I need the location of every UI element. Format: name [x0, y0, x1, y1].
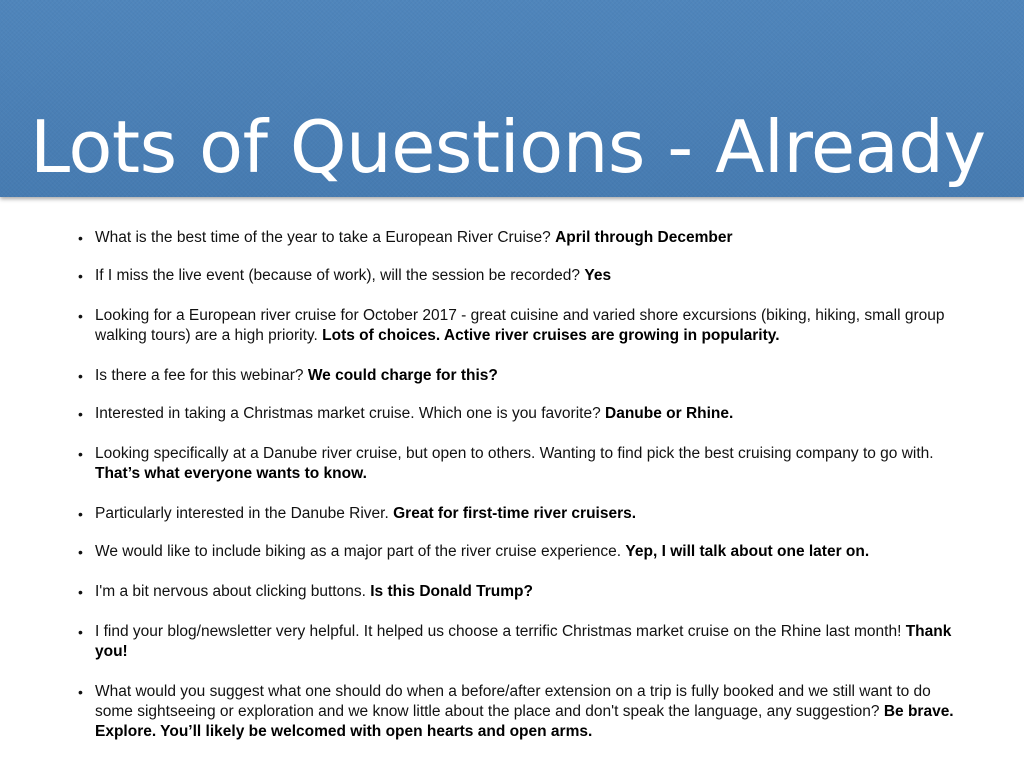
question-text: What would you suggest what one should do when a before/after extension on a trip is fully booked and we still want to do some sightseeing or exploration and we know little about the place and don't speak the language, any suggestion?: [95, 683, 931, 720]
answer-text: April through December: [555, 229, 733, 246]
question-text: What is the best time of the year to take a European River Cruise?: [95, 229, 556, 246]
list-item: [78, 266, 965, 286]
bullet-icon: •: [78, 584, 83, 600]
answer-text: Yep, I will talk about one later on.: [625, 543, 870, 560]
answer-text: Great for first-time river cruisers.: [393, 505, 637, 522]
bullet-icon: •: [78, 230, 83, 246]
answer-text: Danube or Rhine.: [605, 405, 734, 422]
list-item: [78, 682, 965, 742]
list-item: [78, 582, 965, 602]
question-text: I'm a bit nervous about clicking buttons.: [95, 583, 371, 600]
answer-text: Is this Donald Trump?: [370, 583, 533, 600]
question-text: Particularly interested in the Danube River.: [95, 505, 394, 522]
answer-text: Lots of choices. Active river cruises are growing in popularity.: [322, 327, 780, 344]
bullet-icon: •: [78, 544, 83, 560]
question-text: Looking for a European river cruise for October 2017 - great cuisine and varied shore excursions (biking, hiking, small group walking tours) are a high priority.: [95, 307, 945, 344]
list-item: [78, 622, 965, 662]
list-item: [78, 542, 965, 562]
slide-title: Lots of Questions - Already: [30, 105, 986, 189]
question-text: We would like to include biking as a major part of the river cruise experience.: [95, 543, 626, 560]
answer-text: Yes: [584, 267, 612, 284]
list-item: [78, 444, 965, 484]
list-item: [78, 228, 965, 248]
bullet-icon: •: [78, 506, 83, 522]
question-text: If I miss the live event (because of work), will the session be recorded?: [95, 267, 585, 284]
bullet-icon: •: [78, 268, 83, 284]
bullet-icon: •: [78, 684, 83, 700]
bullet-icon: •: [78, 368, 83, 384]
list-item: [78, 504, 965, 524]
answer-text: That’s what everyone wants to know.: [95, 465, 367, 482]
list-item: [78, 404, 965, 424]
bullet-icon: •: [78, 308, 83, 324]
question-text: Is there a fee for this webinar?: [95, 367, 308, 384]
list-item: [78, 366, 965, 386]
bullet-icon: •: [78, 446, 83, 462]
question-text: I find your blog/newsletter very helpful. It helped us choose a terrific Christmas market cruise on the Rhine last month!: [95, 623, 906, 640]
answer-text: We could charge for this?: [307, 367, 498, 384]
question-text: Looking specifically at a Danube river cruise, but open to others. Wanting to find pick the best cruising company to go with.: [95, 445, 934, 462]
bullet-icon: •: [78, 406, 83, 422]
answer-text: Thank you!: [95, 623, 952, 660]
bullet-icon: •: [78, 624, 83, 640]
title-banner: [0, 0, 1024, 197]
answer-text: Be brave. Explore. You’ll likely be welcomed with open hearts and open arms.: [95, 703, 954, 740]
question-text: Interested in taking a Christmas market cruise. Which one is you favorite?: [95, 405, 605, 422]
list-item: [78, 306, 965, 346]
